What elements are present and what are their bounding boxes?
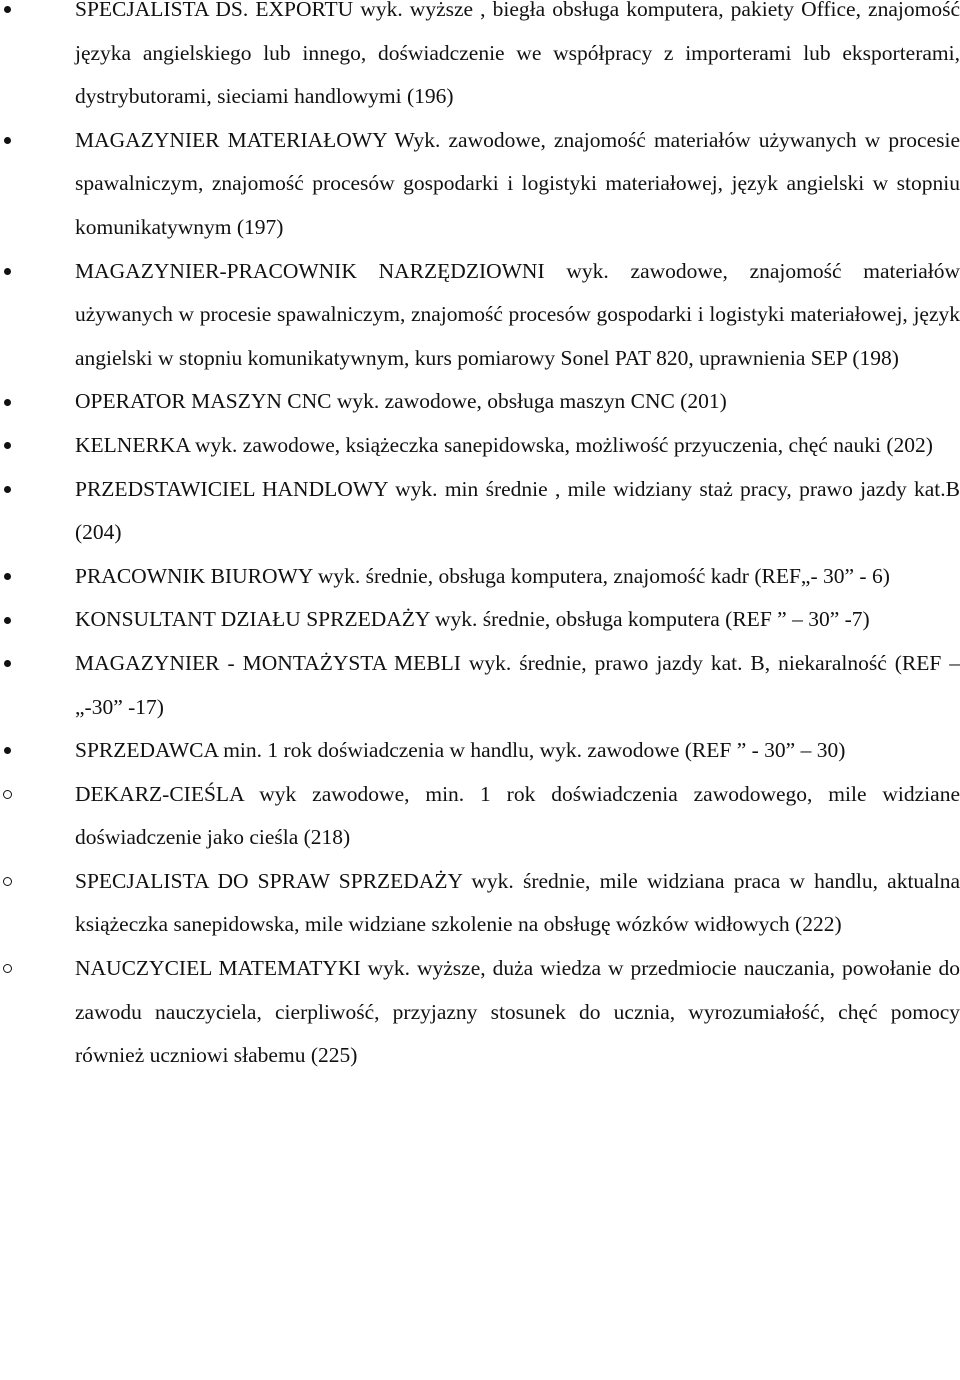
job-offer-text: OPERATOR MASZYN CNC wyk. zawodowe, obsługa maszyn CNC (201) (75, 389, 727, 414)
job-offer-text: NAUCZYCIEL MATEMATYKI wyk. wyższe, duża wiedza w przedmiocie nauczania, powołanie do zawodu nauczyciela, cierpliwość, przyjazny stosunek do ucznia, wyrozumiałość, chęć pomocy również uczniowi słabemu (225) (75, 956, 960, 1068)
job-offer-item (0, 424, 960, 468)
job-offer-text: MAGAZYNIER-PRACOWNIK NARZĘDZIOWNI wyk. zawodowe, znajomość materiałów używanych w procesie spawalniczym, znajomość procesów gospodarki i logistyki materiałowej, język angielski w stopniu komunikatywnym, kurs pomiarowy Sonel PAT 820, uprawnienia SEP (198) (75, 258, 960, 370)
job-offer-item (0, 468, 960, 555)
job-offer-text: PRZEDSTAWICIEL HANDLOWY wyk. min średnie , mile widziany staż pracy, prawo jazdy kat.B (204) (75, 476, 960, 545)
bullet-dot-icon (0, 380, 14, 424)
job-offer-item (0, 773, 960, 860)
job-offer-text: SPECJALISTA DO SPRAW SPRZEDAŻY wyk. średnie, mile widziana praca w handlu, aktualna książeczka sanepidowska, mile widziane szkolenie na obsługę wózków widłowych (222) (75, 868, 960, 937)
job-offer-item (0, 250, 960, 381)
bullet-dot-icon (0, 250, 14, 294)
job-offer-text: SPECJALISTA DS. EXPORTU wyk. wyższe , biegła obsługa komputera, pakiety Office, znajomość języka angielskiego lub innego, doświadczenie we współpracy z importerami lub eksporterami, dystrybutorami, sieciami handlowymi (196) (75, 0, 960, 109)
job-offer-text: PRACOWNIK BIUROWY wyk. średnie, obsługa komputera, znajomość kadr (REF„- 30” - 6) (75, 563, 890, 588)
job-offer-item (0, 598, 960, 642)
job-offer-item (0, 380, 960, 424)
bullet-dot-icon (0, 468, 14, 512)
job-offer-item (0, 860, 960, 947)
bullet-dot-icon (0, 598, 14, 642)
job-offer-text: MAGAZYNIER - MONTAŻYSTA MEBLI wyk. średnie, prawo jazdy kat. B, niekaralność (REF –„-30” -17) (75, 650, 960, 719)
bullet-dot-icon (0, 0, 14, 32)
bullet-dot-icon (0, 555, 14, 599)
job-offer-text: KELNERKA wyk. zawodowe, książeczka sanepidowska, możliwość przyuczenia, chęć nauki (202) (75, 432, 933, 457)
job-offer-item (0, 555, 960, 599)
bullet-dot-icon (0, 729, 14, 773)
job-offer-text: MAGAZYNIER MATERIAŁOWY Wyk. zawodowe, znajomość materiałów używanych w procesie spawalniczym, znajomość procesów gospodarki i logistyki materiałowej, język angielski w stopniu komunikatywnym (197) (75, 127, 960, 239)
job-offer-item (0, 947, 960, 1078)
bullet-dot-icon (0, 119, 14, 163)
job-offer-item (0, 729, 960, 773)
job-offer-item (0, 0, 960, 119)
job-offer-text: KONSULTANT DZIAŁU SPRZEDAŻY wyk. średnie, obsługa komputera (REF ” – 30” -7) (75, 607, 870, 632)
job-offer-text: SPRZEDAWCA min. 1 rok doświadczenia w handlu, wyk. zawodowe (REF ” - 30” – 30) (75, 738, 846, 763)
bullet-ring-icon (0, 860, 14, 904)
bullet-dot-icon (0, 642, 14, 686)
job-offer-item (0, 642, 960, 729)
job-offer-item (0, 119, 960, 250)
bullet-dot-icon (0, 424, 14, 468)
bullet-ring-icon (0, 773, 14, 817)
bullet-ring-icon (0, 947, 14, 991)
job-offer-text: DEKARZ-CIEŚLA wyk zawodowe, min. 1 rok doświadczenia zawodowego, mile widziane doświadczenie jako cieśla (218) (75, 781, 960, 850)
